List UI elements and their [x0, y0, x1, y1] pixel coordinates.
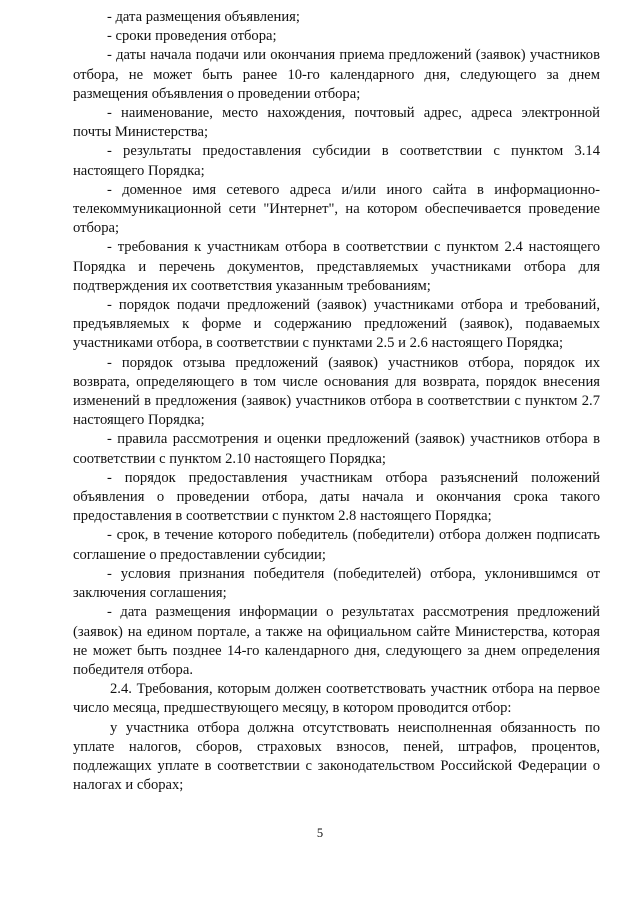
list-item-application-dates: - даты начала подачи или окончания приема предложений (заявок) участников отбора, не может быть ранее 10-го календарного дня, следующего за днем размещения объявления о проведении отбора; [73, 47, 600, 102]
document-body [73, 8, 600, 795]
list-item-clarifications: - порядок предоставления участникам отбора разъяснений положений объявления о проведении отбора, даты начала и окончания срока такого предоставления в соответствии с пунктом 2.8 настоящего Порядка; [73, 469, 600, 525]
list-item-domain-name: - доменное имя сетевого адреса и/или иного сайта в информационно-телекоммуникационной сети "Интернет", на котором обеспечивается проведение отбора; [73, 181, 600, 237]
list-item-results-publication: - дата размещения информации о результатах рассмотрения предложений (заявок) на едином портале, а также на официальном сайте Министерства, которая не может быть позднее 14-го календарного дня, следующего за днем определения победителя отбора. [73, 604, 600, 678]
list-item-posting-date: - дата размещения объявления; [107, 9, 300, 25]
list-item-participant-requirements: - требования к участникам отбора в соответствии с пунктом 2.4 настоящего Порядка и перечень документов, представляемых участниками отбора для подтверждения их соответствия указанным требованиям; [73, 239, 600, 294]
list-item-ministry-contacts: - наименование, место нахождения, почтовый адрес, адреса электронной почты Министерства; [73, 105, 600, 141]
list-item-evaluation-rules: - правила рассмотрения и оценки предложений (заявок) участников отбора в соответствии с пунктом 2.10 настоящего Порядка; [73, 431, 600, 467]
section-2-4-heading: 2.4. Требования, которым должен соответствовать участник отбора на первое число месяца, предшествующего месяцу, в котором проводится отбор: [73, 681, 600, 717]
list-item-evasion-conditions: - условия признания победителя (победителей) отбора, уклонившимся от заключения соглашения; [73, 565, 600, 602]
list-item-signing-deadline: - срок, в течение которого победитель (победители) отбора должен подписать соглашение о предоставлении субсидии; [73, 527, 600, 563]
list-item-selection-dates: - сроки проведения отбора; [107, 28, 277, 45]
list-item-withdrawal-procedure: - порядок отзыва предложений (заявок) участников отбора, порядок их возврата, определяющего в том числе основания для возврата, порядок внесения изменений в предложения (заявок) участников отбора в соответствии с пунктом 2.7 настоящего Порядка; [73, 354, 600, 429]
list-item-application-procedure: - порядок подачи предложений (заявок) участниками отбора и требований, предъявляемых к форме и содержанию предложений (заявок), подаваемых участниками отбора, в соответствии с пунктами 2.5 и 2.6 настоящего Порядка; [73, 297, 600, 352]
page-number: 5 [316, 826, 324, 840]
list-item-subsidy-results: - результаты предоставления субсидии в соответствии с пунктом 3.14 настоящего Порядка; [73, 143, 600, 179]
requirement-no-tax-debt: у участника отбора должна отсутствовать неисполненная обязанность по уплате налогов, сборов, страховых взносов, пеней, штрафов, процентов, подлежащих уплате в соответствии с законодательством Российской Федерации о налогах и сборах; [73, 719, 600, 794]
